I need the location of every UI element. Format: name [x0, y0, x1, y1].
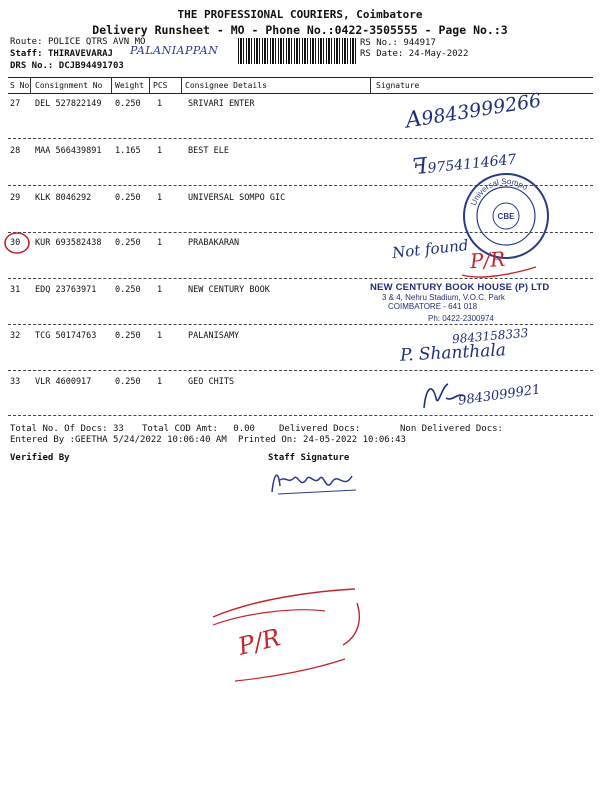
row-weight: 0.250: [115, 285, 141, 295]
row27-phone-handwritten: A9843999266: [403, 89, 543, 134]
printed-on: Printed On: 24-05-2022 10:06:43: [238, 435, 406, 445]
staff-line: [10, 49, 113, 59]
row-weight: 0.250: [115, 99, 141, 109]
route-label: Route:: [10, 37, 43, 47]
row-sno: 28: [10, 146, 21, 156]
row-consignee: PALANISAMY: [188, 331, 240, 341]
row-consignment: DEL 527822149: [35, 99, 102, 109]
row-consignee: UNIVERSAL SOMPO GIC: [188, 193, 286, 203]
row30-pr-mark: P/R: [469, 246, 507, 274]
row30-pr-underline: [460, 245, 540, 285]
drs-label: DRS No.:: [10, 61, 54, 71]
row-sno: 33: [10, 377, 21, 387]
stamp-line-3: COIMBATORE - 641 018: [388, 302, 478, 311]
col-header-consignment: Consignment No: [35, 81, 103, 90]
drs-line: [10, 61, 124, 71]
row-divider: [8, 370, 593, 371]
row-consignment: KLK 8046292: [35, 193, 92, 203]
row-weight: 0.250: [115, 331, 141, 341]
row-consignment: KUR 693582438: [35, 238, 102, 248]
verified-by-label: Verified By: [10, 453, 70, 463]
new-century-stamp: [370, 282, 585, 323]
row-consignment: TCG 50174763: [35, 331, 97, 341]
row-pcs: 1: [157, 331, 163, 341]
row-sno: 27: [10, 99, 21, 109]
col-divider: [181, 77, 182, 93]
row33-phone-handwritten: 9843099921: [457, 382, 542, 409]
row28-phone-handwritten: ꟻ9754114647: [410, 151, 518, 181]
col-header-weight: Weight: [115, 81, 144, 90]
col-divider: [149, 77, 150, 93]
rs-date-line: [360, 49, 468, 59]
non-delivered-docs-label: Non Delivered Docs:: [400, 424, 503, 434]
col-divider: [111, 77, 112, 93]
rs-no-value: 944917: [403, 38, 436, 48]
staff-label: Staff:: [10, 49, 43, 59]
seal-top-text: Universal Sompo: [469, 176, 530, 207]
route-value: POLICE QTRS AVN MO: [47, 37, 146, 47]
row-pcs: 1: [157, 238, 163, 248]
row-weight: 0.250: [115, 238, 141, 248]
row-divider: [8, 138, 593, 139]
route-line: [10, 37, 145, 47]
seal-center-text: CBE: [497, 212, 515, 221]
row-consignee: GEO CHITS: [188, 377, 235, 387]
staff-signature-scribble: [268, 462, 368, 502]
row-consignee: NEW CENTURY BOOK: [188, 285, 270, 295]
row-consignment: VLR 4600917: [35, 377, 92, 387]
row-pcs: 1: [157, 99, 163, 109]
row-sno: 31: [10, 285, 21, 295]
stamp-line-4: Ph: 0422-2300974: [428, 314, 494, 323]
row-consignment: EDQ 23763971: [35, 285, 97, 295]
row-consignee: SRIVARI ENTER: [188, 99, 255, 109]
row-divider: [8, 324, 593, 325]
rs-date-value: 24-May-2022: [408, 49, 469, 59]
staff-handwritten: PALANIAPPAN: [130, 44, 219, 57]
row-consignee: BEST ELE: [188, 146, 229, 156]
bottom-pr-text: P/R: [235, 623, 284, 661]
bottom-pr-red-mark: [205, 585, 375, 695]
drs-value: DCJB94491703: [58, 61, 124, 71]
row-weight: 1.165: [115, 146, 141, 156]
row31-phone-handwritten: 9843158333: [451, 325, 529, 347]
rs-no-label: RS No.:: [360, 38, 398, 48]
col-header-signature: Signature: [376, 81, 420, 90]
row-pcs: 1: [157, 193, 163, 203]
row30-not-found-note: Not found: [391, 236, 470, 262]
staff-value: THIRAVEVARAJ: [47, 49, 113, 59]
col-header-sno: S No: [10, 81, 30, 90]
row-pcs: 1: [157, 377, 163, 387]
row-weight: 0.250: [115, 193, 141, 203]
row-consignment: MAA 566439891: [35, 146, 102, 156]
row-sno: 30: [10, 238, 21, 248]
rs-date-label: RS Date:: [360, 49, 404, 59]
company-title: THE PROFESSIONAL COURIERS, Coimbatore: [177, 8, 423, 21]
delivered-docs-label: Delivered Docs:: [279, 424, 361, 434]
col-header-pcs: PCS: [153, 81, 168, 90]
total-docs-value: 33: [112, 424, 124, 434]
row32-name-handwritten: P. Shanthala: [399, 340, 507, 366]
row-divider: [8, 415, 593, 416]
col-divider: [30, 77, 31, 93]
col-header-consignee: Consignee Details: [185, 81, 267, 90]
row-pcs: 1: [157, 285, 163, 295]
barcode: [238, 38, 356, 64]
total-docs-label: Total No. Of Docs:: [10, 424, 108, 434]
total-cod-label: Total COD Amt:: [142, 424, 218, 434]
table-top-border: [8, 77, 593, 78]
stamp-line-2: 3 & 4, Nehru Stadium, V.O.C. Park: [382, 293, 505, 302]
svg-text:Universal Sompo: [469, 177, 530, 207]
staff-signature-label: Staff Signature: [268, 453, 350, 463]
row-weight: 0.250: [115, 377, 141, 387]
total-cod-value: 0.00: [233, 424, 255, 434]
runsheet-subtitle: Delivery Runsheet - MO - Phone No.:0422-3505555 - Page No.:3: [92, 23, 508, 37]
stamp-line-1: NEW CENTURY BOOK HOUSE (P) LTD: [370, 282, 550, 293]
row-sno: 32: [10, 331, 21, 341]
red-circle-mark: [3, 230, 33, 256]
col-divider: [370, 77, 371, 93]
total-cod-line: [142, 424, 255, 434]
totals-line: [10, 424, 124, 434]
entered-by: Entered By :GEETHA 5/24/2022 10:06:40 AM: [10, 435, 227, 445]
row-consignee: PRABAKARAN: [188, 238, 240, 248]
row-pcs: 1: [157, 146, 163, 156]
rs-no-line: [360, 38, 436, 48]
row-sno: 29: [10, 193, 21, 203]
